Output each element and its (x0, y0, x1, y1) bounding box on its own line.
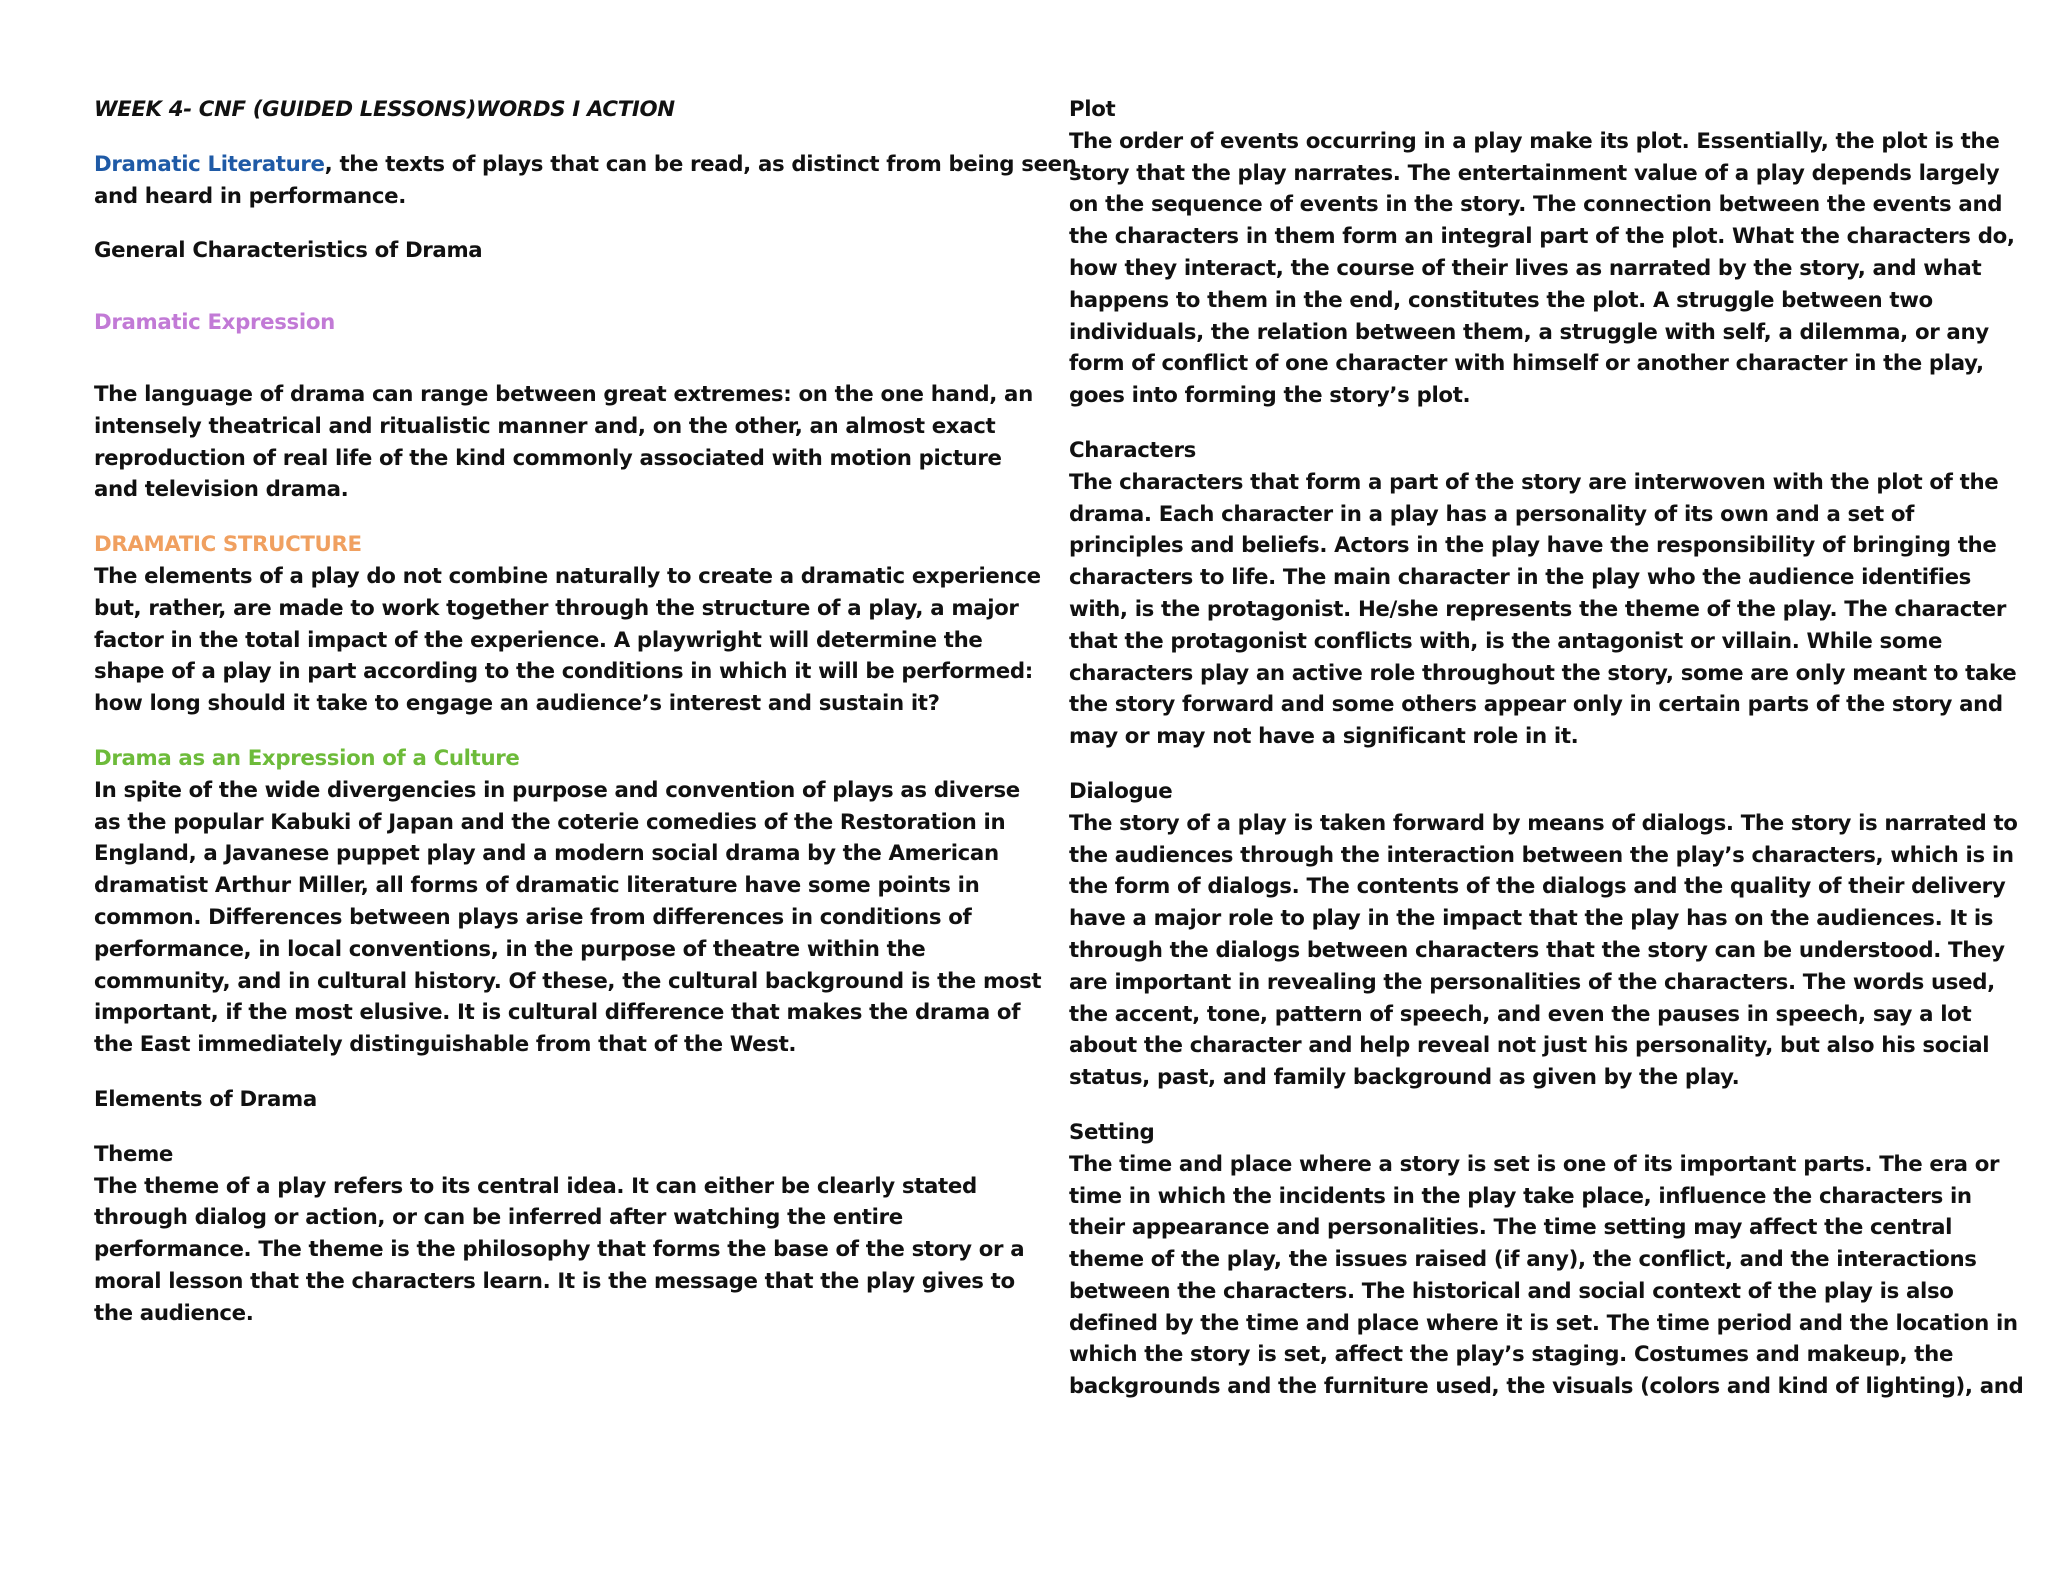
paragraph-line: The order of events occurring in a play make its plot. Essentially, the plot is the (1069, 128, 2000, 154)
paragraph-line: through the dialogs between characters that the story can be understood. They (1069, 937, 2005, 963)
paragraph-line: defined by the time and place where it is set. The time period and the location in (1069, 1310, 2018, 1336)
paragraph-line: the story forward and some others appear only in certain parts of the story and (1069, 692, 2003, 718)
paragraph-line: the audiences through the interaction between the play’s characters, which is in (1069, 842, 2014, 868)
paragraph-line: status, past, and family background as given by the play. (1069, 1065, 1740, 1091)
paragraph-line: performance, in local conventions, in the purpose of theatre within the (94, 936, 926, 962)
paragraph-line: the East immediately distinguishable from that of the West. (94, 1032, 797, 1058)
paragraph-line: form of conflict of one character with himself or another character in the play, (1069, 351, 1984, 377)
paragraph-line: In spite of the wide divergencies in purpose and convention of plays as diverse (94, 777, 1020, 803)
paragraph-line: which the story is set, affect the play’s staging. Costumes and makeup, the (1069, 1342, 1954, 1368)
intro-paragraph (94, 149, 1077, 213)
paragraph-line: time in which the incidents in the play take place, influence the characters in (1069, 1183, 1972, 1209)
dramatic-expression-paragraph (94, 379, 1033, 506)
paragraph-line: how they interact, the course of their lives as narrated by the story, and what (1069, 255, 1982, 281)
document-title: WEEK 4- CNF (GUIDED LESSONS)WORDS I ACTION (94, 97, 675, 122)
setting-paragraph (1069, 1149, 2024, 1403)
paragraph-line: The elements of a play do not combine naturally to create a dramatic experience (94, 563, 1041, 589)
paragraph-line: the form of dialogs. The contents of the dialogs and the quality of their delivery (1069, 874, 2006, 900)
paragraph-line: reproduction of real life of the kind commonly associated with motion picture (94, 445, 1002, 471)
dialogue-heading: Dialogue (1069, 778, 1173, 804)
paragraph-line: The story of a play is taken forward by means of dialogs. The story is narrated to (1069, 810, 2018, 836)
characters-paragraph (1069, 467, 2017, 753)
paragraph-line: their appearance and personalities. The time setting may affect the central (1069, 1215, 1953, 1241)
paragraph-line: characters play an active role throughout the story, some are only meant to take (1069, 660, 2017, 686)
paragraph-line: on the sequence of events in the story. The connection between the events and (1069, 192, 2003, 218)
paragraph-line: theme of the play, the issues raised (if any), the conflict, and the interactions (1069, 1247, 1977, 1273)
paragraph-line: story that the play narrates. The entertainment value of a play depends largely (1069, 160, 2000, 186)
elements-of-drama-heading: Elements of Drama (94, 1086, 317, 1112)
paragraph-line: individuals, the relation between them, a struggle with self, a dilemma, or any (1069, 319, 1989, 345)
paragraph-line: intensely theatrical and ritualistic manner and, on the other, an almost exact (94, 413, 996, 439)
theme-heading: Theme (94, 1141, 174, 1167)
intro-line: , the texts of plays that can be read, as distinct from being seen (324, 151, 1077, 177)
paragraph-line: have a major role to play in the impact that the play has on the audiences. It is (1069, 906, 1994, 932)
paragraph-line: that the protagonist conflicts with, is the antagonist or villain. While some (1069, 628, 1943, 654)
paragraph-line: how long should it take to engage an audience’s interest and sustain it? (94, 691, 940, 717)
plot-heading: Plot (1069, 97, 1116, 122)
right-column (1069, 94, 2024, 1403)
paragraph-line: dramatist Arthur Miller, all forms of dramatic literature have some points in (94, 873, 980, 899)
general-characteristics-heading: General Characteristics of Drama (94, 238, 483, 264)
paragraph-line: The time and place where a story is set is one of its important parts. The era or (1069, 1151, 2000, 1177)
setting-heading: Setting (1069, 1119, 1155, 1145)
paragraph-line: through dialog or action, or can be inferred after watching the entire (94, 1205, 903, 1231)
paragraph-line: may or may not have a significant role in it. (1069, 724, 1579, 750)
paragraph-line: backgrounds and the furniture used, the visuals (colors and kind of lighting), and (1069, 1374, 2024, 1400)
paragraph-line: The language of drama can range between great extremes: on the one hand, an (94, 381, 1033, 407)
dramatic-expression-heading: Dramatic Expression (94, 310, 335, 336)
paragraph-line: goes into forming the story’s plot. (1069, 383, 1471, 409)
paragraph-line: The theme of a play refers to its central idea. It can either be clearly stated (94, 1173, 977, 1199)
paragraph-line: the audience. (94, 1300, 254, 1326)
culture-heading: Drama as an Expression of a Culture (94, 745, 520, 771)
paragraph-line: the accent, tone, pattern of speech, and even the pauses in speech, say a lot (1069, 1001, 1972, 1027)
paragraph-line: factor in the total impact of the experience. A playwright will determine the (94, 627, 983, 653)
paragraph-line: but, rather, are made to work together through the structure of a play, a major (94, 595, 1019, 621)
paragraph-line: between the characters. The historical and social context of the play is also (1069, 1278, 1954, 1304)
paragraph-line: shape of a play in part according to the conditions in which it will be performed: (94, 659, 1033, 685)
characters-heading: Characters (1069, 437, 1196, 463)
plot-paragraph (1069, 126, 2015, 412)
dramatic-structure-heading: DRAMATIC STRUCTURE (94, 532, 362, 558)
paragraph-line: about the character and help reveal not just his personality, but also his social (1069, 1033, 1990, 1059)
paragraph-line: as the popular Kabuki of Japan and the coterie comedies of the Restoration in (94, 809, 1006, 835)
paragraph-line: performance. The theme is the philosophy that forms the base of the story or a (94, 1237, 1025, 1263)
dramatic-literature-term: Dramatic Literature (94, 151, 325, 177)
paragraph-line: principles and beliefs. Actors in the play have the responsibility of bringing the (1069, 533, 1997, 559)
paragraph-line: community, and in cultural history. Of these, the cultural background is the most (94, 968, 1042, 994)
paragraph-line: characters to life. The main character in the play who the audience identifies (1069, 565, 1971, 591)
dramatic-structure-paragraph (94, 561, 1041, 720)
paragraph-line: the characters in them form an integral part of the plot. What the characters do, (1069, 224, 2015, 250)
left-column (94, 94, 1077, 1330)
intro-line: and heard in performance. (94, 183, 406, 209)
dialogue-paragraph (1069, 808, 2018, 1094)
paragraph-line: happens to them in the end, constitutes the plot. A struggle between two (1069, 287, 1933, 313)
paragraph-line: important, if the most elusive. It is cultural difference that makes the drama of (94, 1000, 1021, 1026)
paragraph-line: are important in revealing the personalities of the characters. The words used, (1069, 969, 1995, 995)
theme-paragraph (94, 1171, 1025, 1330)
paragraph-line: common. Differences between plays arise from differences in conditions of (94, 904, 972, 930)
paragraph-line: drama. Each character in a play has a personality of its own and a set of (1069, 501, 1915, 527)
paragraph-line: with, is the protagonist. He/she represents the theme of the play. The character (1069, 596, 2007, 622)
paragraph-line: and television drama. (94, 477, 349, 503)
culture-paragraph (94, 775, 1042, 1061)
paragraph-line: England, a Javanese puppet play and a modern social drama by the American (94, 841, 999, 867)
paragraph-line: The characters that form a part of the story are interwoven with the plot of the (1069, 469, 1999, 495)
paragraph-line: moral lesson that the characters learn. It is the message that the play gives to (94, 1268, 1015, 1294)
